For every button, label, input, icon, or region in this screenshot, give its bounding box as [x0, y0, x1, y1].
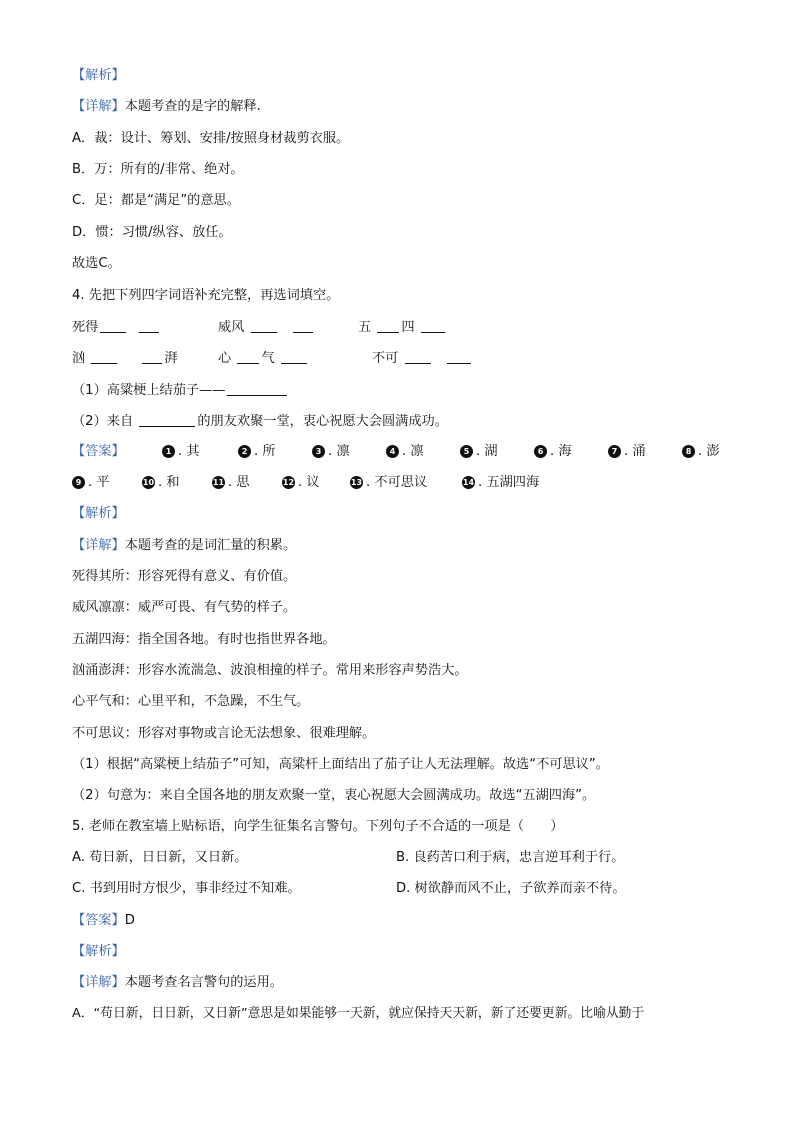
- blank[interactable]: [293, 319, 313, 333]
- detail-text: 本题考查名言警句的运用。: [124, 975, 283, 990]
- fill-item-xiongyong: 汹 湃: [72, 351, 178, 366]
- fill-item-weifeng: 威风: [218, 319, 315, 336]
- explanation-line: 五湖四海：指全国各地。有时也指世界各地。: [72, 632, 336, 647]
- explanation-line: A．“苟日新，日日新，又日新”意思是如果能够一天新，就应保持天天新，新了还要更新。比喻从勤于: [72, 1006, 645, 1021]
- blank[interactable]: [139, 319, 159, 333]
- sub-question-1: （1）高粱梗上结茄子——: [72, 382, 289, 399]
- option-c: C．足：都是“满足”的意思。: [72, 193, 240, 208]
- fill-item-sidesuo: 死得: [72, 319, 161, 336]
- option-d: D．惯：习惯/纵容、放任。: [72, 225, 232, 240]
- analysis-label: 【解析】: [72, 68, 125, 83]
- answer-item: 11 . 思: [212, 475, 250, 490]
- option-b: B. 良药苦口利于病，忠言逆耳利于行。: [396, 850, 625, 865]
- blank[interactable]: [421, 319, 445, 333]
- fill-item-bukesiyi: 不可: [372, 350, 473, 367]
- detail-text: 本题考查的是词汇量的积累。: [124, 538, 297, 553]
- detail-label: 【详解】: [72, 538, 125, 553]
- fill-item-wuhu: 五 四: [358, 319, 447, 336]
- answer-item: 7 . 涌: [608, 444, 646, 460]
- blank[interactable]: [377, 319, 399, 333]
- answer-item: 8 . 澎: [682, 444, 720, 460]
- answer-label: 【答案】: [72, 913, 125, 928]
- option-a: A．裁：设计、筹划、安排/按照身材裁剪衣服。: [72, 131, 350, 146]
- question-4-stem: 4. 先把下列四字词语补充完整，再选词填空。: [72, 288, 340, 303]
- blank[interactable]: [281, 350, 307, 364]
- blank[interactable]: [142, 350, 162, 364]
- analysis-label: 【解析】: [72, 506, 125, 521]
- option-c: C. 书到用时方恨少，事非经过不知难。: [72, 881, 301, 896]
- answer-line: [72, 913, 135, 929]
- answer-item: 10 . 和: [142, 475, 180, 490]
- answer-item: 1 . 其: [162, 444, 200, 460]
- explanation-line: 死得其所：形容死得有意义、有价值。: [72, 569, 297, 584]
- option-d: D. 树欲静而风不止，子欲养而亲不待。: [396, 881, 626, 896]
- option-a: A. 苟日新，日日新，又日新。: [72, 850, 248, 865]
- answer-item: 5 . 湖: [460, 444, 498, 460]
- sub-question-2: （2）来自 的朋友欢聚一堂，衷心祝愿大会圆满成功。: [72, 414, 448, 429]
- answer-item: 14 . 五湖四海: [462, 475, 540, 490]
- blank[interactable]: [139, 413, 195, 427]
- answer-item: 12 . 议: [282, 475, 320, 490]
- blank[interactable]: [251, 319, 277, 333]
- answer-value: D: [124, 913, 135, 928]
- detail-paragraph: [72, 99, 261, 115]
- answer-item: 6 . 海: [534, 444, 572, 460]
- answer-label: 【答案】: [72, 444, 125, 459]
- fill-item-xinping: 心 气: [218, 350, 309, 367]
- detail-label: 【详解】: [72, 975, 125, 990]
- explanation-line: 汹涌澎湃：形容水流湍急、波浪相撞的样子。常用来形容声势浩大。: [72, 663, 468, 678]
- conclusion: 故选C。: [72, 256, 121, 271]
- explanation-line: 威风凛凛：威严可畏、有气势的样子。: [72, 600, 297, 615]
- explanation-line: 心平气和：心里平和，不急躁，不生气。: [72, 694, 310, 709]
- detail-paragraph: [72, 975, 283, 991]
- blank[interactable]: [447, 350, 471, 364]
- blank[interactable]: [100, 319, 126, 333]
- detail-paragraph: [72, 538, 296, 554]
- blank[interactable]: [91, 350, 117, 364]
- explanation-line: 不可思议：形容对事物或言论无法想象、很难理解。: [72, 726, 376, 741]
- question-5-stem: 5. 老师在教室墙上贴标语，向学生征集名言警句。下列句子不合适的一项是（ ）: [72, 819, 564, 834]
- detail-label: 【详解】: [72, 99, 125, 114]
- answer-item: 3 . 凛: [312, 444, 350, 460]
- blank[interactable]: [405, 350, 431, 364]
- answer-item: 13 . 不可思议: [350, 475, 428, 490]
- explanation-line: （1）根据“高粱梗上结茄子”可知，高粱杆上面结出了茄子让人无法理解。故选“不可思议”。: [72, 757, 609, 772]
- answer-item: 9 . 平: [72, 475, 110, 491]
- blank[interactable]: [237, 350, 259, 364]
- blank[interactable]: [227, 382, 287, 396]
- option-b: B．万：所有的/非常、绝对。: [72, 162, 244, 177]
- explanation-line: （2）句意为：来自全国各地的朋友欢聚一堂，衷心祝愿大会圆满成功。故选“五湖四海”。: [72, 788, 596, 803]
- answer-item: 4 . 凛: [386, 444, 424, 460]
- detail-text: 本题考查的是字的解释.: [124, 99, 261, 114]
- answer-item: 2 . 所: [238, 444, 276, 460]
- analysis-label: 【解析】: [72, 944, 125, 959]
